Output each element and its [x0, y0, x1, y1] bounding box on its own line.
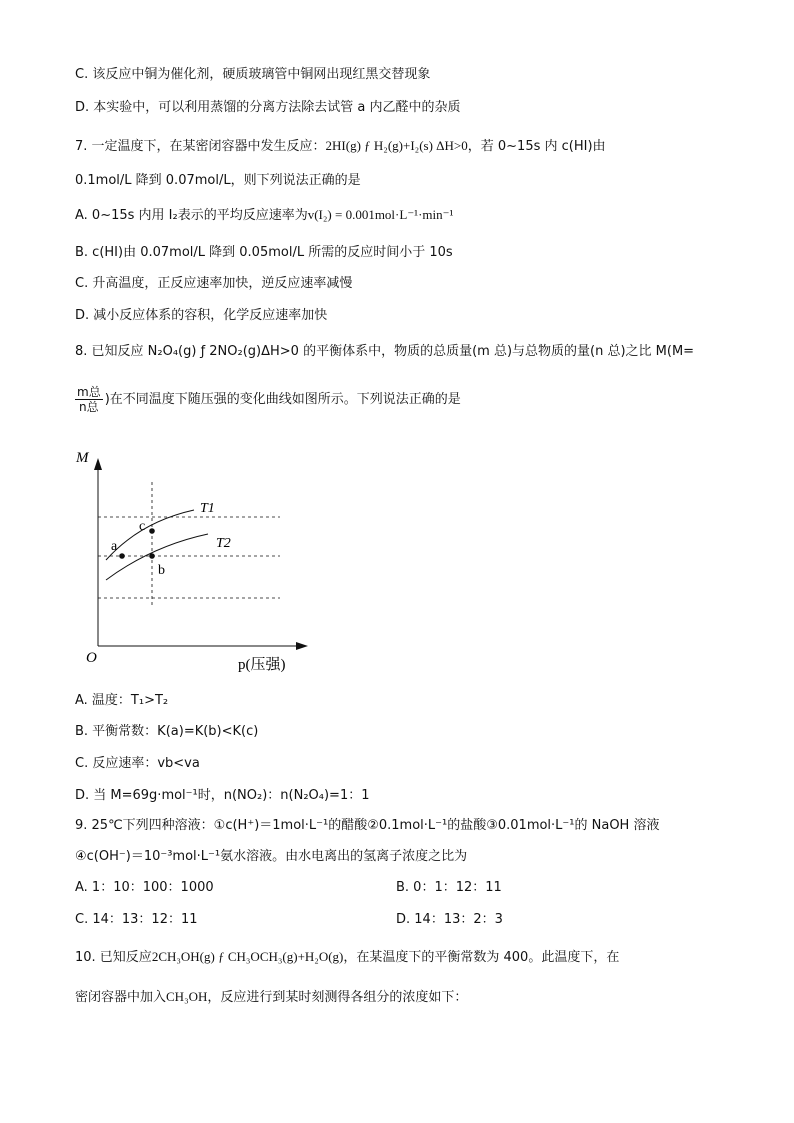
q10-line2-prefix: 密闭容器中加入	[75, 990, 167, 1005]
q7-reaction: 2HI(g) ƒ H₂(g)+I₂(s) ΔH>0	[325, 138, 468, 153]
q10-stem-line2	[75, 988, 467, 1007]
curve-t1	[106, 510, 194, 560]
q10-line2-suffix: ，反应进行到某时刻测得各组分的浓度如下：	[207, 990, 468, 1005]
q7-stem-prefix: 7. 一定温度下，在某密闭容器中发生反应：	[75, 139, 326, 154]
q7-stem-line2: 0.1mol/L 降到 0.07mol/L，则下列说法正确的是	[75, 173, 361, 188]
q9-option-b: B. 0：1：12：11	[396, 880, 502, 895]
q6-option-c: C. 该反应中铜为催化剂，硬质玻璃管中铜网出现红黑交替现象	[75, 67, 431, 82]
q9-option-c: C. 14：13：12：11	[75, 912, 198, 927]
q10-stem	[75, 948, 619, 967]
q9-option-d: D. 14：13：2：3	[396, 912, 503, 927]
q7-option-a-rate: v(I₂) = 0.001mol·L⁻¹·min⁻¹	[307, 207, 454, 222]
q9-option-a: A. 1：10：100：1000	[75, 880, 214, 895]
curve-t2-label: T2	[216, 536, 231, 551]
q9-stem-line2: ④c(OH⁻)＝10⁻³mol·L⁻¹氨水溶液。由水电离出的氢离子浓度之比为	[75, 849, 468, 864]
y-axis-arrow	[94, 458, 102, 470]
molar-mass-fraction	[75, 385, 103, 414]
q10-stem-prefix: 10. 已知反应	[75, 950, 152, 965]
q8-stem: 8. 已知反应 N₂O₄(g) ƒ 2NO₂(g)ΔH>0 的平衡体系中，物质的总质量(m 总)与总物质的量(n 总)之比 M(M=	[75, 344, 695, 359]
q8-option-b: B. 平衡常数：K(a)=K(b)<K(c)	[75, 724, 259, 739]
q8-option-a: A. 温度：T₁>T₂	[75, 693, 169, 708]
point-c-label: c	[139, 519, 146, 534]
q10-stem-suffix: ，在某温度下的平衡常数为 400。此温度下，在	[343, 950, 620, 965]
q7-option-d: D. 减小反应体系的容积，化学反应速率加快	[75, 308, 328, 323]
q7-option-b: B. c(HI)由 0.07mol/L 降到 0.05mol/L 所需的反应时间小于 10s	[75, 245, 453, 260]
y-axis-label: M	[76, 450, 89, 466]
q7-option-a-text: A. 0~15s 内用 I₂表示的平均反应速率为	[75, 208, 308, 223]
point-a-label: a	[111, 539, 118, 554]
point-c	[149, 528, 155, 534]
q8-option-d: D. 当 M=69g·mol⁻¹时，n(NO₂)：n(N₂O₄)=1：1	[75, 788, 370, 803]
curve-t1-label: T1	[200, 501, 215, 516]
fraction-numerator: m总	[77, 385, 101, 399]
q10-reaction: 2CH₃OH(g) ƒ CH₃OCH₃(g)+H₂O(g)	[151, 949, 344, 964]
q7-stem	[75, 137, 606, 156]
q9-stem: 9. 25℃下列四种溶液：①c(H⁺)＝1mol·L⁻¹的醋酸②0.1mol·L⁻¹的盐酸③0.01mol·L⁻¹的 NaOH 溶液	[75, 818, 660, 833]
pressure-molar-mass-figure	[70, 440, 310, 675]
q8-option-c: C. 反应速率：vb<va	[75, 756, 200, 771]
q7-option-a	[75, 206, 453, 225]
q10-methanol: CH₃OH	[166, 989, 208, 1004]
q7-stem-suffix: ，若 0~15s 内 c(HI)由	[467, 139, 606, 154]
q6-option-d: D. 本实验中，可以利用蒸馏的分离方法除去试管 a 内乙醛中的杂质	[75, 100, 461, 115]
x-axis-label: p(压强)	[238, 657, 286, 673]
point-b-label: b	[158, 563, 165, 578]
q8-stem-line2-text: )在不同温度下随压强的变化曲线如图所示。下列说法正确的是	[104, 392, 461, 407]
point-b	[149, 553, 155, 559]
point-a	[119, 553, 125, 559]
q8-stem-line2	[75, 385, 461, 415]
origin-label: O	[86, 650, 97, 666]
q7-option-c: C. 升高温度，正反应速率加快，逆反应速率减慢	[75, 276, 353, 291]
fraction-denominator: n总	[79, 400, 99, 414]
x-axis-arrow	[296, 642, 308, 650]
